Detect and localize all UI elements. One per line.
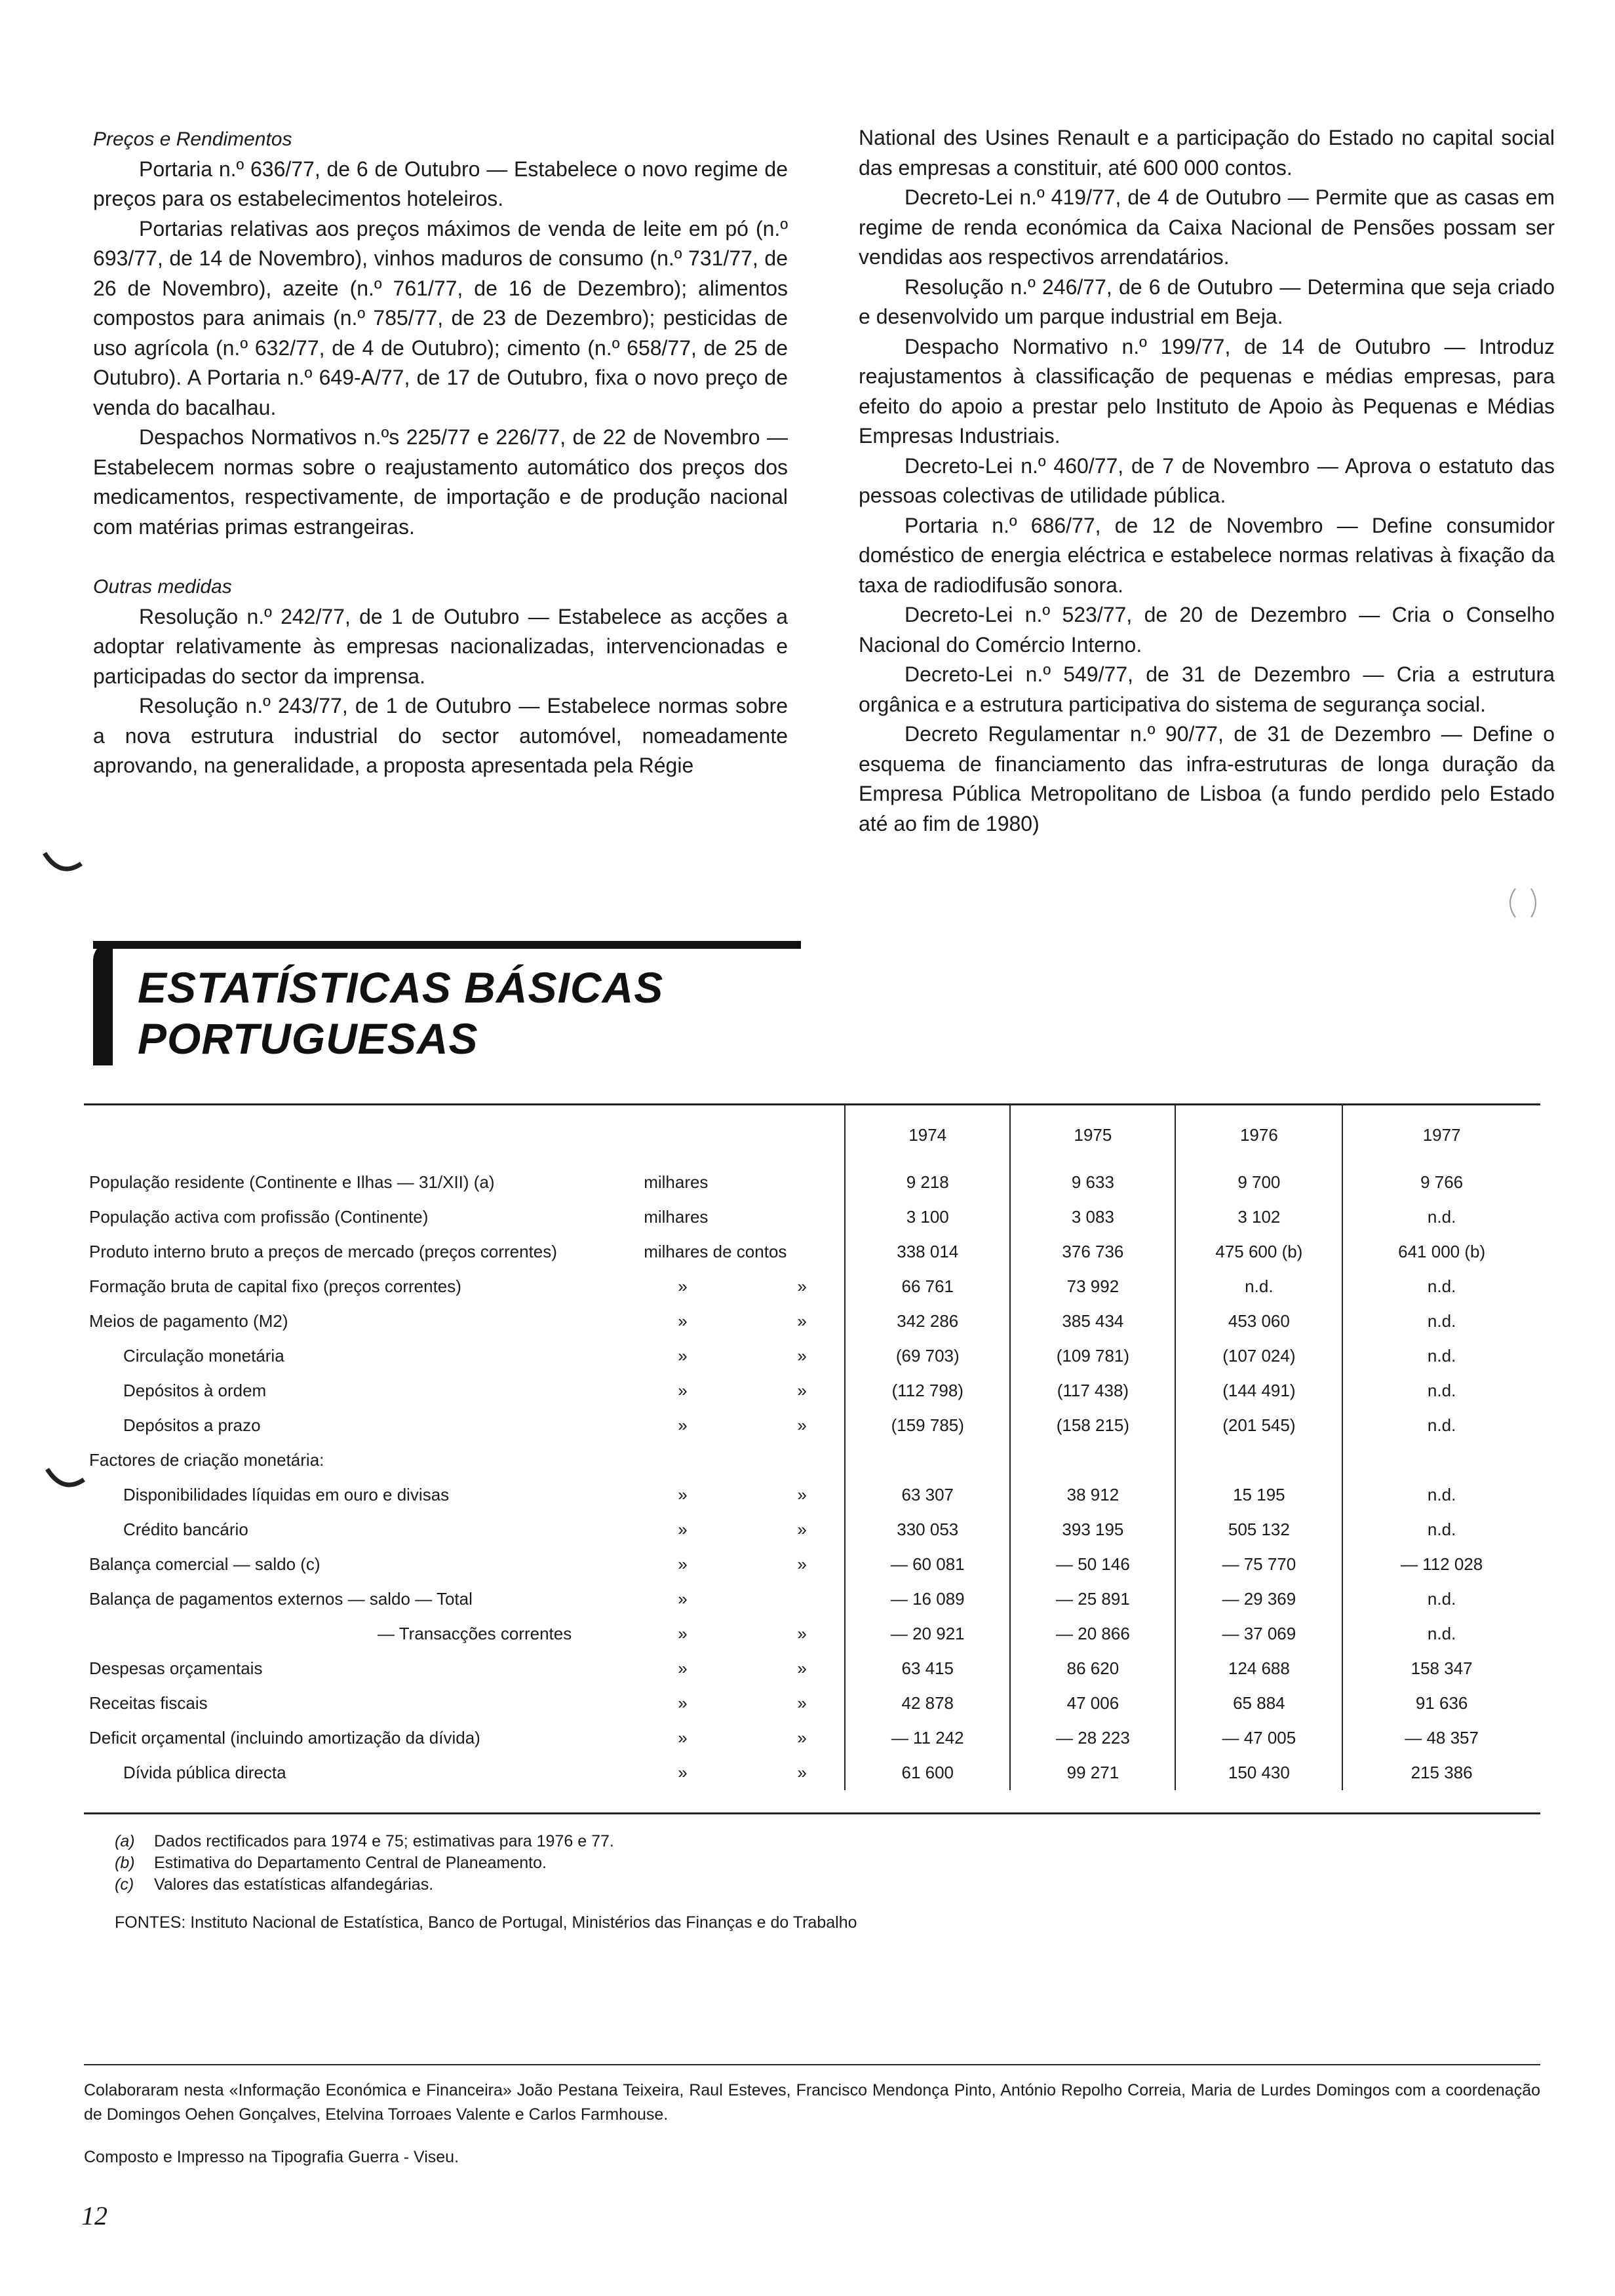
value-cell: 158 347 (1342, 1651, 1540, 1686)
value-cell: 393 195 (1010, 1512, 1175, 1547)
paragraph: Resolução n.º 242/77, de 1 de Outubro — Estabelece as acções a adoptar relativamente às empresas nacionalizadas, intervencionadas e participadas do sector da imprensa. (93, 604, 788, 688)
value-cell: n.d. (1342, 1582, 1540, 1617)
table-row (84, 1339, 1540, 1373)
paragraph: Decreto-Lei n.º 549/77, de 31 de Dezembro — Cria a estrutura orgânica e a estrutura participativa do sistema de segurança social. (859, 662, 1555, 716)
row-unit-ditto: » (797, 1693, 807, 1713)
row-unit: » (678, 1346, 688, 1366)
paragraph: Despachos Normativos n.ºs 225/77 e 226/77, de 22 de Novembro — Estabelecem normas sobre o reajustamento automático dos preços dos medicamentos, respectivamente, de importação e de produção nacional com matérias primas estrangeiras. (93, 425, 788, 539)
paragraph: National des Usines Renault e a participação do Estado no capital social das empresas a constituir, até 600 000 contos. (859, 126, 1555, 180)
row-label: População residente (Continente e Ilhas — 31/XII) (a) (89, 1172, 495, 1192)
value-cell: 376 736 (1010, 1234, 1175, 1269)
table-row (84, 1443, 1540, 1478)
year-header: 1974 (845, 1105, 1010, 1165)
value-cell: 505 132 (1175, 1512, 1342, 1547)
table-row (84, 1686, 1540, 1721)
value-cell: 3 083 (1010, 1200, 1175, 1234)
row-label: Depósitos à ordem (123, 1381, 267, 1400)
value-cell: 3 102 (1175, 1200, 1342, 1234)
row-unit: » (678, 1728, 688, 1748)
paragraph: Decreto Regulamentar n.º 90/77, de 31 de Dezembro — Define o esquema de financiamento das infra-estruturas de longa duração da Empresa Pública Metropolitano de Lisboa (a fundo perdido pelo Estado até ao fim de 1980) (859, 722, 1555, 835)
value-cell (1342, 1443, 1540, 1478)
section-title-line2: PORTUGUESAS (138, 1014, 478, 1063)
paragraph: Portarias relativas aos preços máximos de venda de leite em pó (n.º 693/77, de 14 de Novembro), vinhos maduros de consumo (n.º 731/77, de 26 de Novembro), azeite (n.º 761/77, de 16 de Dezembro); alimentos compostos para animais (n.º 785/77, de 23 de Dezembro); pesticidas de uso agrícola (n.º 632/77, de 4 de Outubro); cimento (n.º 658/77, de 25 de Outubro). A Portaria n.º 649-A/77, de 17 de Outubro, fixa o novo preço de venda do bacalhau. (93, 216, 788, 419)
value-cell: (158 215) (1010, 1408, 1175, 1443)
row-label: Disponibilidades líquidas em ouro e divisas (123, 1485, 450, 1504)
value-cell (1010, 1443, 1175, 1478)
value-cell: 63 415 (845, 1651, 1010, 1686)
value-cell: 9 633 (1010, 1165, 1175, 1200)
value-cell: (159 785) (845, 1408, 1010, 1443)
row-unit: » (678, 1485, 688, 1504)
table-header-row (84, 1105, 1540, 1165)
page-number: 12 (81, 2201, 107, 2230)
value-cell: n.d. (1342, 1408, 1540, 1443)
value-cell: 3 100 (845, 1200, 1010, 1234)
value-cell: — 48 357 (1342, 1721, 1540, 1755)
value-cell (845, 1443, 1010, 1478)
row-unit: » (678, 1311, 688, 1331)
title-rule (93, 941, 801, 949)
value-cell: 9 218 (845, 1165, 1010, 1200)
value-cell: n.d. (1342, 1617, 1540, 1651)
year-header: 1977 (1342, 1105, 1540, 1165)
row-unit-ditto: » (797, 1624, 807, 1643)
year-header: 1976 (1175, 1105, 1342, 1165)
table-row (84, 1478, 1540, 1512)
table-notes (115, 1831, 614, 1896)
value-cell: 215 386 (1342, 1755, 1540, 1790)
value-cell: — 50 146 (1010, 1547, 1175, 1582)
value-cell: (112 798) (845, 1373, 1010, 1408)
value-cell: — 11 242 (845, 1721, 1010, 1755)
paragraph: Decreto-Lei n.º 460/77, de 7 de Novembro — Aprova o estatuto das pessoas colectivas de utilidade pública. (859, 453, 1555, 507)
row-unit: » (678, 1276, 688, 1296)
row-unit-ditto: » (797, 1554, 807, 1574)
paragraph: Decreto-Lei n.º 523/77, de 20 de Dezembro — Cria o Conselho Nacional do Comércio Interno. (859, 603, 1555, 657)
value-cell: (201 545) (1175, 1408, 1342, 1443)
value-cell: — 29 369 (1175, 1582, 1342, 1617)
table-bottom-rule (84, 1812, 1540, 1814)
table-row (84, 1269, 1540, 1304)
row-unit: » (678, 1658, 688, 1678)
value-cell: 86 620 (1010, 1651, 1175, 1686)
row-unit-ditto: » (797, 1311, 807, 1331)
value-cell: 9 700 (1175, 1165, 1342, 1200)
note: (a) Dados rectificados para 1974 e 75; estimativas para 1976 e 77. (115, 1832, 614, 1850)
value-cell: — 25 891 (1010, 1582, 1175, 1617)
value-cell: 453 060 (1175, 1304, 1342, 1339)
punch-mark (43, 1465, 89, 1498)
value-cell: n.d. (1342, 1373, 1540, 1408)
row-unit: » (678, 1554, 688, 1574)
paragraph: Portaria n.º 636/77, de 6 de Outubro — Estabelece o novo regime de preços para os estabelecimentos hoteleiros. (93, 157, 788, 210)
value-cell: 641 000 (b) (1342, 1234, 1540, 1269)
table-row (84, 1165, 1540, 1200)
row-unit-ditto: » (797, 1415, 807, 1435)
row-unit: milhares de contos (644, 1242, 787, 1261)
table-row (84, 1547, 1540, 1582)
value-cell: 66 761 (845, 1269, 1010, 1304)
value-cell: n.d. (1342, 1304, 1540, 1339)
table-body (84, 1165, 1540, 1790)
row-label: Meios de pagamento (M2) (89, 1311, 288, 1331)
value-cell: n.d. (1342, 1269, 1540, 1304)
value-cell: (144 491) (1175, 1373, 1342, 1408)
section-heading-precos: Preços e Rendimentos (93, 128, 292, 150)
section-heading-outras: Outras medidas (93, 576, 232, 598)
value-cell: 63 307 (845, 1478, 1010, 1512)
row-unit-ditto: » (797, 1346, 807, 1366)
row-unit-ditto: » (797, 1763, 807, 1782)
punch-mark (41, 849, 87, 882)
row-label: Deficit orçamental (incluindo amortização da dívida) (89, 1728, 480, 1748)
value-cell: 61 600 (845, 1755, 1010, 1790)
value-cell: 38 912 (1010, 1478, 1175, 1512)
value-cell: 475 600 (b) (1175, 1234, 1342, 1269)
footer-rule (84, 2064, 1540, 2065)
year-header: 1975 (1010, 1105, 1175, 1165)
printer-line: Composto e Impresso na Tipografia Guerra - Viseu. (84, 2148, 459, 2166)
paragraph: Decreto-Lei n.º 419/77, de 4 de Outubro — Permite que as casas em regime de renda económica da Caixa Nacional de Pensões possam ser vendidas aos respectivos arrendatários. (859, 185, 1555, 269)
value-cell: 342 286 (845, 1304, 1010, 1339)
table-row (84, 1234, 1540, 1269)
row-label: Crédito bancário (123, 1520, 248, 1539)
table-row (84, 1408, 1540, 1443)
row-unit-ditto: » (797, 1728, 807, 1748)
value-cell: 338 014 (845, 1234, 1010, 1269)
table-row (84, 1755, 1540, 1790)
value-cell: n.d. (1342, 1339, 1540, 1373)
row-unit: milhares (644, 1172, 709, 1192)
row-unit: » (678, 1520, 688, 1539)
row-label: Formação bruta de capital fixo (preços correntes) (89, 1276, 461, 1296)
value-cell: 65 884 (1175, 1686, 1342, 1721)
row-unit-ditto: » (797, 1658, 807, 1678)
row-label: — Transacções correntes (378, 1624, 572, 1643)
value-cell: — 112 028 (1342, 1547, 1540, 1582)
row-label: Depósitos a prazo (123, 1415, 261, 1435)
row-unit-ditto (792, 1165, 845, 1200)
value-cell: n.d. (1342, 1200, 1540, 1234)
row-unit: » (678, 1763, 688, 1782)
value-cell: (69 703) (845, 1339, 1010, 1373)
value-cell: n.d. (1342, 1478, 1540, 1512)
value-cell: 9 766 (1342, 1165, 1540, 1200)
paragraph: Resolução n.º 246/77, de 6 de Outubro — Determina que seja criado e desenvolvido um parque industrial em Beja. (859, 275, 1555, 328)
table-row (84, 1200, 1540, 1234)
row-unit: milhares (644, 1207, 709, 1227)
table-row (84, 1721, 1540, 1755)
value-cell: 124 688 (1175, 1651, 1342, 1686)
table-row (84, 1304, 1540, 1339)
row-unit-ditto (792, 1234, 845, 1269)
row-label: Produto interno bruto a preços de mercado (preços correntes) (89, 1242, 557, 1261)
note: (b) Estimativa do Departamento Central de Planeamento. (115, 1854, 547, 1872)
row-unit: » (678, 1415, 688, 1435)
row-label: Circulação monetária (123, 1346, 284, 1366)
value-cell: — 75 770 (1175, 1547, 1342, 1582)
row-unit (638, 1443, 792, 1478)
section-title (138, 962, 663, 1064)
value-cell: 42 878 (845, 1686, 1010, 1721)
row-unit-ditto (792, 1200, 845, 1234)
row-label: População activa com profissão (Continente) (89, 1207, 429, 1227)
value-cell: (109 781) (1010, 1339, 1175, 1373)
left-column (93, 124, 788, 781)
table-row (84, 1373, 1540, 1408)
value-cell (1175, 1443, 1342, 1478)
value-cell: 330 053 (845, 1512, 1010, 1547)
row-unit-ditto (792, 1443, 845, 1478)
row-unit: » (678, 1589, 688, 1609)
value-cell: 91 636 (1342, 1686, 1540, 1721)
row-label: Balança de pagamentos externos — saldo — Total (89, 1589, 473, 1609)
row-label: Receitas fiscais (89, 1693, 208, 1713)
statistics-table (84, 1105, 1540, 1790)
row-label: Balança comercial — saldo (c) (89, 1554, 321, 1574)
value-cell: — 37 069 (1175, 1617, 1342, 1651)
row-unit-ditto: » (797, 1485, 807, 1504)
sources: FONTES: Instituto Nacional de Estatística, Banco de Portugal, Ministérios das Finanças e do Trabalho (115, 1913, 857, 1932)
value-cell: 150 430 (1175, 1755, 1342, 1790)
row-label: Dívida pública directa (123, 1763, 286, 1782)
value-cell: (107 024) (1175, 1339, 1342, 1373)
row-label: Factores de criação monetária: (89, 1450, 324, 1470)
section-title-line1: ESTATÍSTICAS BÁSICAS (138, 963, 664, 1012)
value-cell: 385 434 (1010, 1304, 1175, 1339)
right-column (859, 123, 1555, 839)
scan-mark (1501, 883, 1547, 923)
table-row (84, 1617, 1540, 1651)
row-unit-ditto (792, 1582, 845, 1617)
value-cell: 15 195 (1175, 1478, 1342, 1512)
row-unit: » (678, 1624, 688, 1643)
table-row (84, 1512, 1540, 1547)
value-cell: — 16 089 (845, 1582, 1010, 1617)
value-cell: — 20 921 (845, 1617, 1010, 1651)
paragraph: Portaria n.º 686/77, de 12 de Novembro — Define consumidor doméstico de energia eléctrica e estabelece normas relativas à fixação da taxa de radiodifusão sonora. (859, 513, 1555, 597)
value-cell: — 47 005 (1175, 1721, 1342, 1755)
row-unit-ditto: » (797, 1276, 807, 1296)
title-side-bar (93, 941, 113, 1065)
row-unit-ditto: » (797, 1520, 807, 1539)
row-label: Despesas orçamentais (89, 1658, 263, 1678)
paragraph: Despacho Normativo n.º 199/77, de 14 de Outubro — Introduz reajustamentos à classificação de pequenas e médias empresas, para efeito do apoio a prestar pelo Instituto de Apoio às Pequenas e Médias Empresas Industriais. (859, 334, 1555, 448)
value-cell: — 28 223 (1010, 1721, 1175, 1755)
row-unit: » (678, 1693, 688, 1713)
value-cell: 73 992 (1010, 1269, 1175, 1304)
table-row (84, 1651, 1540, 1686)
note: (c) Valores das estatísticas alfandegárias. (115, 1875, 434, 1894)
paragraph: Resolução n.º 243/77, de 1 de Outubro — Estabelece normas sobre a nova estrutura industrial do sector automóvel, nomeadamente aprovando, na generalidade, a proposta apresentada pela Régie (93, 694, 788, 777)
value-cell: (117 438) (1010, 1373, 1175, 1408)
value-cell: n.d. (1342, 1512, 1540, 1547)
value-cell: 47 006 (1010, 1686, 1175, 1721)
value-cell: — 20 866 (1010, 1617, 1175, 1651)
table-row (84, 1582, 1540, 1617)
value-cell: n.d. (1175, 1269, 1342, 1304)
credits: Colaboraram nesta «Informação Económica e Financeira» João Pestana Teixeira, Raul Esteves, Francisco Mendonça Pinto, António Repolho Correia, Maria de Lurdes Domingos com a coordenação de Domingos Oehen Gonçalves, Etelvina Torroaes Valente e Carlos Farmhouse. (84, 2081, 1540, 2124)
row-unit-ditto: » (797, 1381, 807, 1400)
row-unit: » (678, 1381, 688, 1400)
value-cell: 99 271 (1010, 1755, 1175, 1790)
value-cell: — 60 081 (845, 1547, 1010, 1582)
